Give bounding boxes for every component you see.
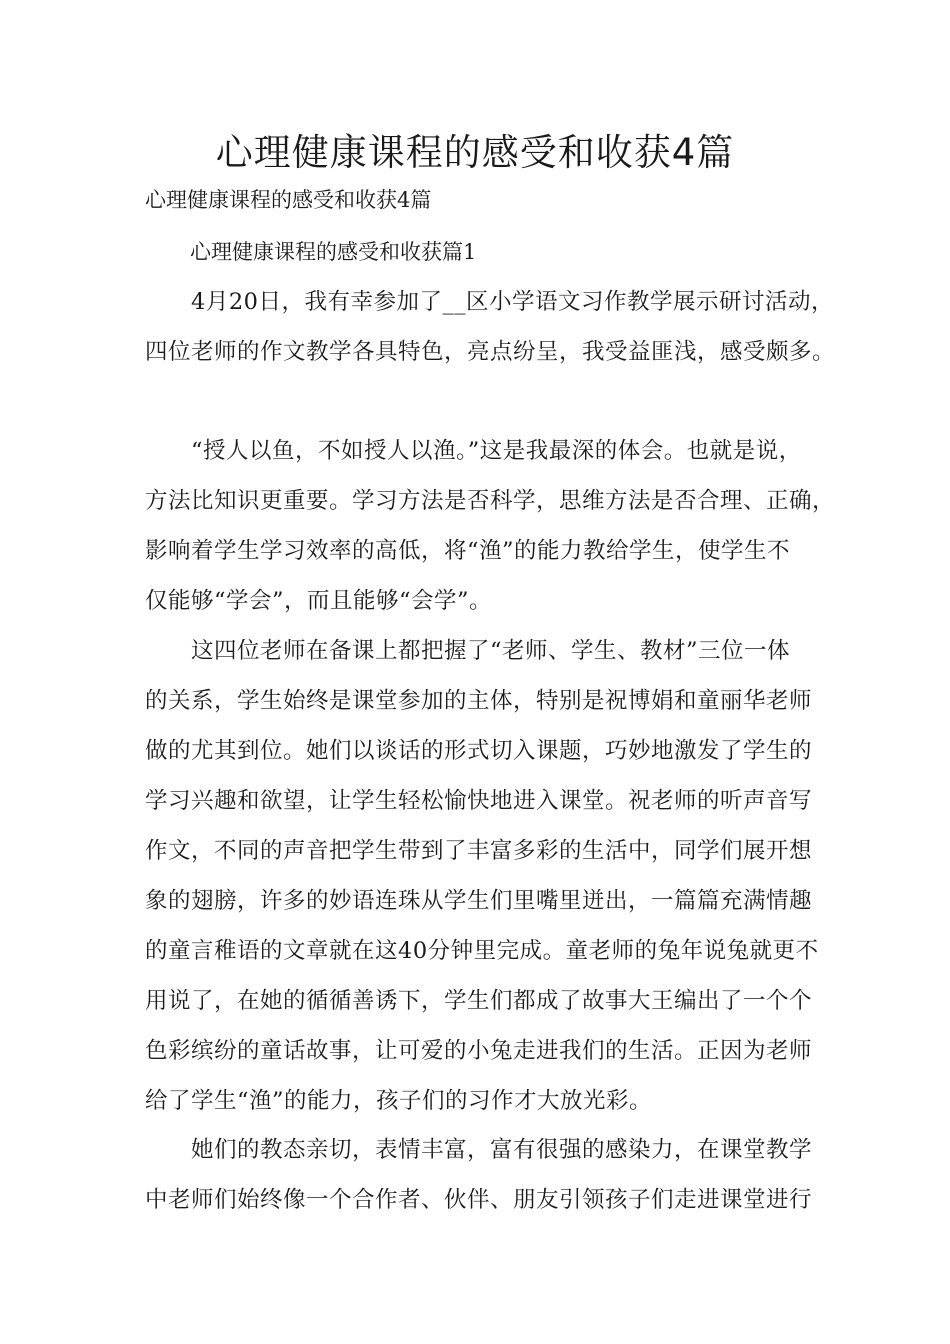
paragraph-line: 的童言稚语的文章就在这40分钟里完成。童老师的兔年说兔就更不	[145, 938, 819, 964]
paragraph-4	[145, 1125, 825, 1225]
paragraph-line: 用说了，在她的循循善诱下，学生们都成了故事大王编出了一个个	[145, 988, 813, 1014]
paragraph-line: 色彩缤纷的童话故事，让可爱的小兔走进我们的生活。正因为老师	[145, 1038, 813, 1064]
paragraph-line: 做的尤其到位。她们以谈话的形式切入课题，巧妙地激发了学生的	[145, 738, 813, 764]
document-subtitle: 心理健康课程的感受和收获4篇	[145, 188, 432, 212]
paragraph-line: 给了学生“渔”的能力，孩子们的习作才大放光彩。	[145, 1088, 653, 1114]
paragraph-line: 中老师们始终像一个合作者、伙伴、朋友引领孩子们走进课堂进行	[145, 1187, 813, 1213]
paragraph-line: “授人以鱼，不如授人以渔。”这是我最深的体会。也就是说，	[191, 438, 802, 464]
paragraph-3	[145, 626, 825, 1126]
paragraph-line: 学习兴趣和欲望，让学生轻松愉快地进入课堂。祝老师的听声音写	[145, 788, 813, 814]
paragraph-line: 她们的教态亲切，表情丰富，富有很强的感染力，在课堂教学	[191, 1137, 813, 1163]
paragraph-line: 作文，不同的声音把学生带到了丰富多彩的生活中，同学们展开想	[145, 838, 813, 864]
section-heading: 心理健康课程的感受和收获篇1	[190, 240, 477, 264]
paragraph-line: 4月20日，我有幸参加了__区小学语文习作教学展示研讨活动，	[191, 289, 834, 315]
paragraph-line: 的关系，学生始终是课堂参加的主体，特别是祝博娟和童丽华老师	[145, 688, 813, 714]
paragraph-1	[145, 277, 836, 377]
paragraph-line: 仅能够“学会”，而且能够“会学”。	[145, 588, 493, 614]
paragraph-line: 象的翅膀，许多的妙语连珠从学生们里嘴里迸出，一篇篇充满情趣	[145, 888, 813, 914]
paragraph-line: 方法比知识更重要。学习方法是否科学，思维方法是否合理、正确，	[145, 488, 836, 514]
paragraph-line: 四位老师的作文教学各具特色，亮点纷呈，我受益匪浅，感受颇多。	[145, 339, 836, 365]
document-title: 心理健康课程的感受和收获4篇	[215, 131, 735, 174]
paragraph-line: 这四位老师在备课上都把握了“老师、学生、教材”三位一体	[191, 638, 791, 664]
paragraph-2	[145, 426, 836, 626]
paragraph-line: 影响着学生学习效率的高低，将“渔”的能力教给学生，使学生不	[145, 538, 791, 564]
